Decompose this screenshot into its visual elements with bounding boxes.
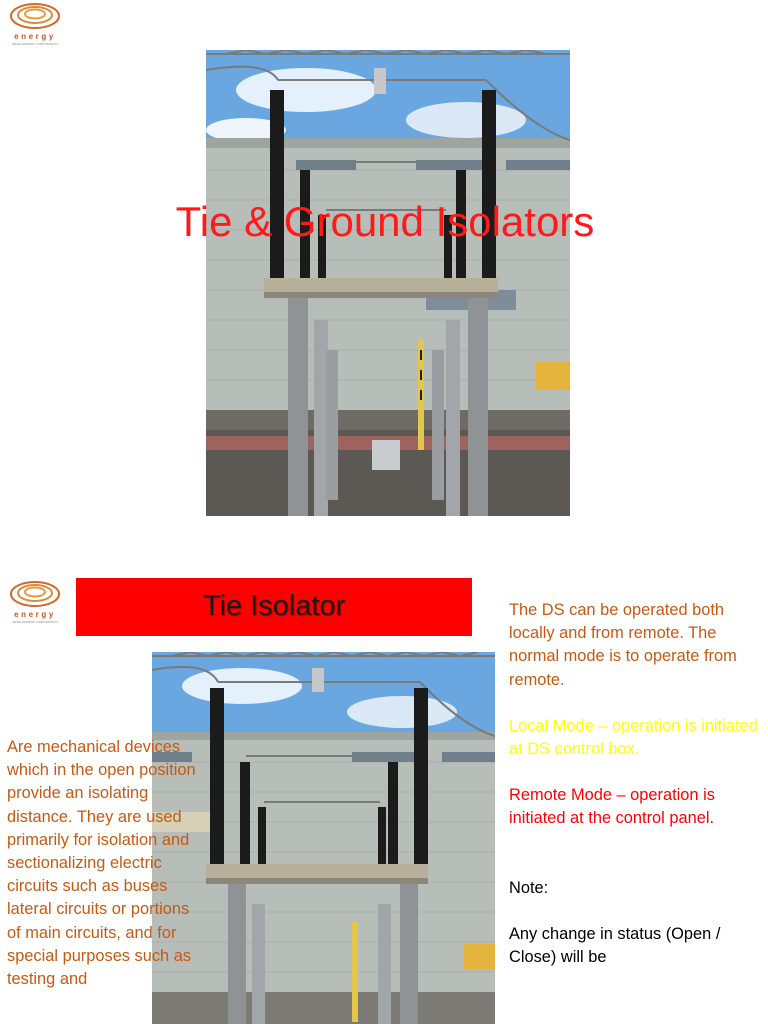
energy-logo-slide2 <box>0 580 70 626</box>
slide2-note-label: Note: <box>509 878 549 897</box>
logo-brand-text: energy <box>14 610 56 619</box>
slide2-photo <box>152 652 495 1024</box>
energy-logo-icon <box>0 580 70 610</box>
slide2-para-operation: The DS can be operated both locally and from remote. The normal mode is to operate from remote. <box>509 601 737 689</box>
slide2-para-local-mode: Local Mode – operation is initiated at DS control box. <box>509 716 758 759</box>
slide2-right-column <box>509 599 759 969</box>
slide2-note-text: Any change in status (Open / Close) will be <box>509 924 721 967</box>
energy-logo-icon <box>0 2 70 32</box>
slide2-title: Tie Isolator <box>202 590 346 622</box>
slide2-definition-text: Are mechanical devices which in the open position provide an isolating distance. They are used primarily for isolation and sectionalizing electric circuits such as buses lateral circuits or portions of main circuits, and for special purposes such as testing and <box>7 738 196 989</box>
logo-subtitle: DEVELOPMENT CORPORATION <box>12 42 58 46</box>
slide2-para-remote-mode: Remote Mode – operation is initiated at the control panel. <box>509 786 715 828</box>
energy-logo <box>0 2 70 48</box>
slide1-title: Tie & Ground Isolators <box>175 198 595 245</box>
slide2-title-banner <box>76 578 472 636</box>
logo-subtitle: DEVELOPMENT CORPORATION <box>12 620 58 624</box>
slide1-photo <box>206 50 570 516</box>
logo-brand-text: energy <box>14 32 56 41</box>
